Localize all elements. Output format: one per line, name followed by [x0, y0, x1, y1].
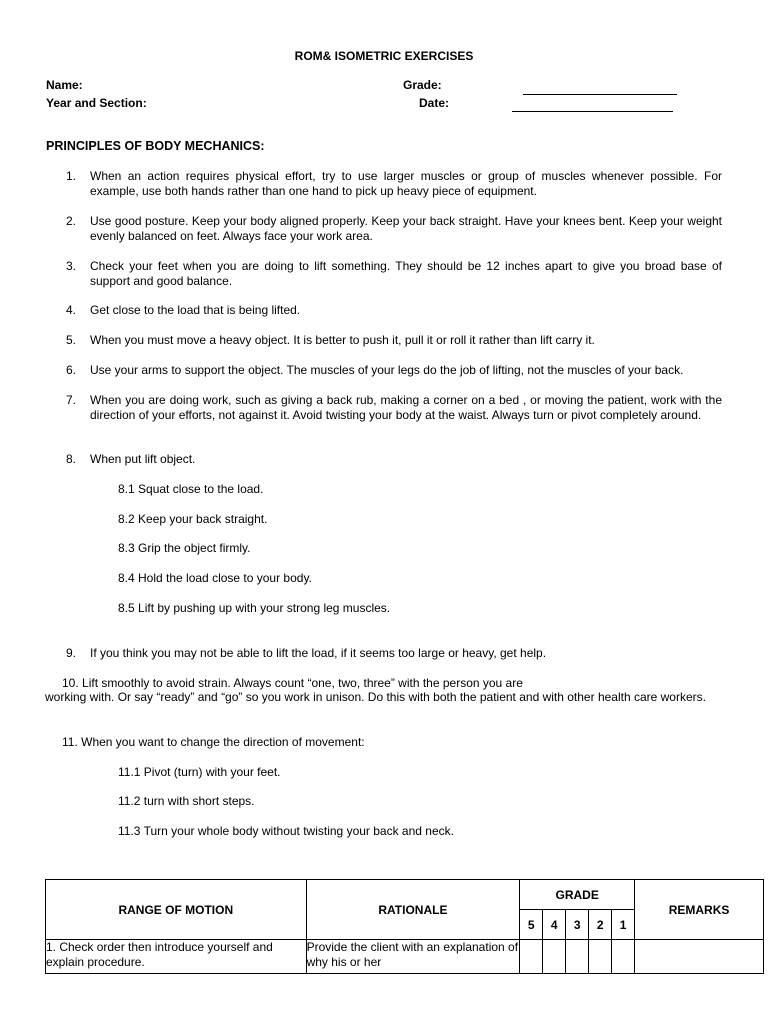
- grade-3-cell[interactable]: [566, 940, 589, 974]
- item-number: 7.: [66, 393, 77, 407]
- grading-table: [45, 879, 764, 974]
- item-number: 9.: [66, 646, 77, 660]
- section-title: PRINCIPLES OF BODY MECHANICS:: [46, 139, 265, 153]
- grade-2-cell[interactable]: [589, 940, 612, 974]
- sub-item: 8.2 Keep your back straight.: [118, 512, 268, 526]
- sub-item: 8.5 Lift by pushing up with your strong leg muscles.: [118, 601, 391, 615]
- list-item: 11. When you want to change the direction of movement:: [62, 735, 365, 749]
- item-number: 5.: [66, 333, 77, 347]
- list-item-continuation: working with. Or say “ready” and “go” so you work in unison. Do this with both the patient and with other health care workers.: [45, 690, 706, 704]
- list-item: Use your arms to support the object. The muscles of your legs do the job of lifting, not the muscles of your back.: [90, 363, 684, 377]
- item-number: 4.: [66, 303, 77, 317]
- remarks-cell[interactable]: [635, 940, 764, 974]
- date-blank-line: [512, 111, 673, 112]
- year-section-label: Year and Section:: [46, 96, 147, 110]
- table-row: [46, 940, 764, 974]
- sub-item: 8.4 Hold the load close to your body.: [118, 571, 312, 585]
- list-item: Get close to the load that is being lifted.: [90, 303, 301, 317]
- grade-5-cell[interactable]: [520, 940, 543, 974]
- grade-4-header: 4: [543, 910, 566, 940]
- list-item: When put lift object.: [90, 452, 196, 466]
- date-label: Date:: [419, 96, 450, 110]
- grade-1-header: 1: [612, 910, 635, 940]
- item-number: 2.: [66, 214, 77, 228]
- document-title: ROM& ISOMETRIC EXERCISES: [294, 49, 474, 63]
- list-item: If you think you may not be able to lift the load, if it seems too large or heavy, get help.: [90, 646, 547, 660]
- list-item-first-line: 10. Lift smoothly to avoid strain. Always count “one, two, three” with the person you are: [62, 676, 523, 690]
- grade-1-cell[interactable]: [612, 940, 635, 974]
- item-number: 1.: [66, 169, 77, 183]
- item-number: 6.: [66, 363, 77, 377]
- sub-item: 11.2 turn with short steps.: [118, 794, 255, 808]
- range-of-motion-header: RANGE OF MOTION: [46, 880, 307, 940]
- remarks-header: REMARKS: [635, 880, 764, 940]
- list-item: When you are doing work, such as giving a back rub, making a corner on a bed , or moving the patient, work with the direction of your efforts, not against it. Avoid twisting your body at the waist. Always turn or pivot completely around.: [90, 393, 722, 422]
- sub-item: 8.1 Squat close to the load.: [118, 482, 264, 496]
- item-number: 3.: [66, 259, 77, 273]
- list-item: Check your feet when you are doing to lift something. They should be 12 inches apart to give you broad base of support and good balance.: [90, 259, 722, 288]
- sub-item: 11.1 Pivot (turn) with your feet.: [118, 765, 281, 779]
- rationale-cell: Provide the client with an explanation of why his or her: [306, 940, 520, 974]
- sub-item: 11.3 Turn your whole body without twisting your back and neck.: [118, 824, 454, 838]
- grade-header: GRADE: [520, 880, 635, 910]
- sub-item: 8.3 Grip the object firmly.: [118, 541, 251, 555]
- grade-label: Grade:: [403, 78, 442, 92]
- item-number: 8.: [66, 452, 77, 466]
- name-label: Name:: [46, 78, 83, 92]
- grade-5-header: 5: [520, 910, 543, 940]
- grade-blank-line: [523, 94, 677, 95]
- rom-cell: 1. Check order then introduce yourself and explain procedure.: [46, 940, 307, 974]
- grade-2-header: 2: [589, 910, 612, 940]
- grade-4-cell[interactable]: [543, 940, 566, 974]
- list-item: Use good posture. Keep your body aligned properly. Keep your back straight. Have your knees bent. Keep your weight evenly balanced on feet. Always face your work area.: [90, 214, 722, 243]
- grade-3-header: 3: [566, 910, 589, 940]
- list-item: When an action requires physical effort, try to use larger muscles or group of muscles whenever possible. For example, use both hands rather than one hand to pick up heavy piece of equipment.: [90, 169, 722, 198]
- list-item: When you must move a heavy object. It is better to push it, pull it or roll it rather than lift carry it.: [90, 333, 595, 347]
- rationale-header: RATIONALE: [306, 880, 520, 940]
